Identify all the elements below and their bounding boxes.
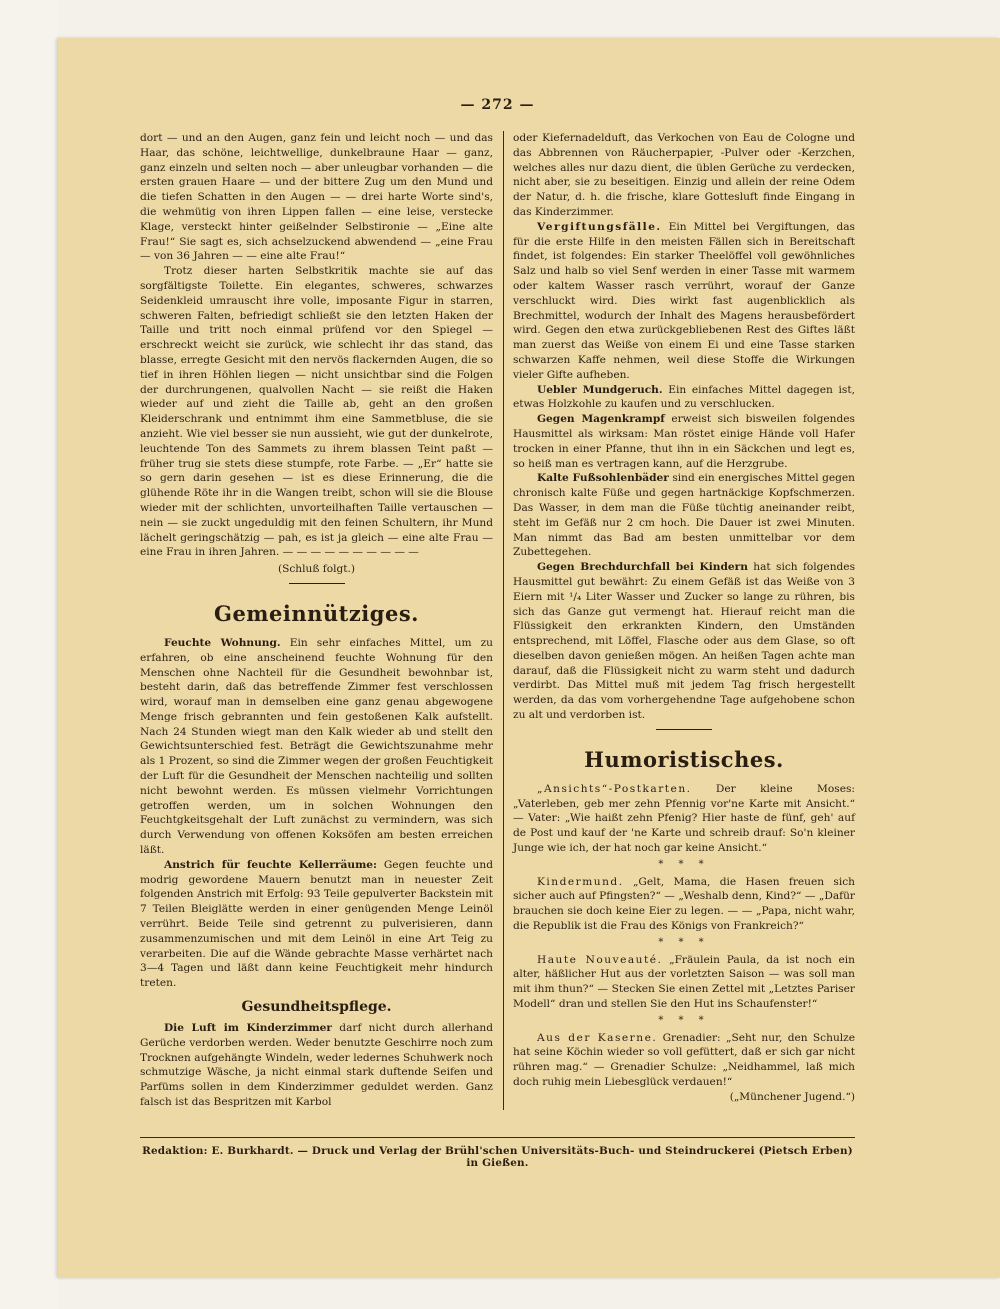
section-title-humor: Humoristisches. [584, 746, 784, 772]
article-heading: Gegen Magenkrampf [537, 413, 665, 426]
article-text: sind ein energisches Mittel gegen chronisch kalte Füße und gegen hartnäckige Kopfschmerzen. Das Wasser, in dem man die Füße tüchtig aneinander reibt, steht im Gefäß nur 2 cm hoch. Die Dauer ist zwei Minuten. Man nimmt das Bad am besten unmittelbar vor dem Zubettegehen. [513, 472, 856, 559]
joke-text: Der kleine Moses: „Vaterleben, geb mer zehn Pfennig vor'ne Karte mit Ansicht.“ — Vater: „Wie haißt zehn Pfenig? Hier haste de fünf, geh' auf de Post und kauf der 'ne Karte und schreib drauf: So'n kleiner Junge wie ich, der hat noch gar keine Ansicht.“ [513, 782, 855, 855]
article-stomach-cramp [513, 412, 855, 471]
article-heading: Kalte Fußsohlenbäder [537, 472, 669, 485]
joke-kindermund [513, 875, 855, 934]
divider [656, 729, 712, 730]
footer-rule [140, 1137, 855, 1138]
to-be-continued: (Schluß folgt.) [277, 563, 356, 576]
article-heading: Uebler Mundgeruch. [537, 383, 663, 396]
article-text: hat sich folgendes Hausmittel gut bewährt: Zu einem Gefäß ist das Weiße von 3 Eiern mit ¹/₄ Liter Wasser und Zucker so lange zu rühren, bis sich das Ganze gut vermengt hat. Hierauf reicht man die Flüssigkeit den erkrankten Kindern, den Umständen entsprechend, mit Löffel, Flasche oder aus dem Glase, so oft dieselben davon genießen mögen. An heißen Tagen achte man darauf, daß die Flüssigkeit nicht zu warm steht und dadurch verdirbt. Das Mittel muß mit jedem Tag frisch hergestellt werden, da das vom vorhergehendne Tage aufgehobene schon zu alt und verdorben ist. [513, 561, 855, 722]
joke-heading: Aus der Kaserne. [537, 1031, 658, 1044]
article-wet-apartment [140, 636, 493, 858]
article-text: erweist sich bisweilen folgendes Hausmittel als wirksam: Man röstet einige Hände voll Hafer trocken in einer Pfanne, thut ihn in ein Säckchen und legt es, so heiß man es vertragen kann, auf die Herzgrube. [513, 413, 855, 470]
separator-stars: * * * [658, 858, 710, 870]
page-number: — 272 — [460, 97, 535, 113]
joke-text: „Fräulein Paula, da ist noch ein alter, häßlicher Hut aus der vorletzten Saison — was soll man mit ihm thun?“ — Stecken Sie einen Zettel mit „Letztes Pariser Modell“ dran und stellen Sie den Hut ins Schaufenster!“ [513, 953, 856, 1011]
article-text: Ein einfaches Mittel dagegen ist, etwas Holzkohle zu kaufen und zu verschlucken. [513, 383, 855, 411]
article-text: Ein sehr einfaches Mittel, um zu erfahren, ob eine anscheinend feuchte Wohnung für den Menschen ohne Nachteil für die Gesundheit bewohnbar ist, besteht darin, daß das betreffende Zimmer fest verschlossen wird, worauf man in demselben eine ganz genau abgewogene Menge frisch gebrannten und fein gestoßenen Kalk aufstellt. Nach 24 Stunden wiegt man den Kalk wieder ab und stellt den Gewichtsunterschied fest. Beträgt die Gewichtszunahme mehr als 1 Prozent, so sind die Zimmer wegen der großen Feuchtigkeit der Luft für die Gesundheit der Menschen nachteilig und sollten nicht bewohnt werden. Es müssen vielmehr Vorrichtungen getroffen werden, um in solchen Wohnungen den Feuchtgkeitsgehalt der Luft zunächst zu vermindern, was sich durch Verwendung von offenen Koksöfen am besten erreichen läßt. [140, 636, 493, 857]
article-text: Gegen feuchte und modrig gewordene Mauern benutzt man in neuester Zeit folgenden Anstrich mit Erfolg: 93 Teile gepulverter Backstein mit 7 Teilen Bleiglätte werden in einer genügenden Menge Leinöl verrührt. Beide Teile sind getrennt zu pulverisieren, dann zusammenzumischen und mit dem Leinöl in eine Art Teig zu verarbeiten. Die auf die Wände gebrachte Masse verhärtet nach 3—4 Tagen und läßt dann keine Feuchtigkeit mehr hindurch treten. [140, 858, 493, 990]
article-text: darf nicht durch allerhand Gerüche verdorben werden. Weder benutzte Geschirre noch zum Trocknen aufgehängte Windeln, weder ledernes Schuhwerk noch schmutzige Wäsche, ja nicht einmal stark duftende Seifen und Parfüms sollen in dem Kinderzimmer geduldet werden. Ganz falsch ist das Bespritzen mit Karbol [140, 1022, 493, 1109]
separator-stars: * * * [658, 936, 710, 948]
joke-postcards [513, 782, 855, 856]
section-title-health: Gesundheitspflege. [241, 999, 392, 1016]
joke-text: Grenadier: „Seht nur, den Schulze hat seine Köchin wieder so voll gefüttert, daß er sich gar nicht rühren mag.“ — Grenadier Schulze: „Neidhammel, laß mich doch ruhig mein Liebesglück verdauen!“ [513, 1031, 855, 1089]
article-heading: Feuchte Wohnung. [164, 636, 281, 649]
story-paragraph-2: Trotz dieser harten Selbstkritik machte sie auf das sorgfältigste Toilette. Ein elegantes, schweres, schwarzes Seidenkleid umrauscht ihre volle, imposante Figur in starren, schweren Falten, befriedigt schließt sie den letzten Haken der Taille und tritt noch einmal prüfend vor den Spiegel — erschreckt weicht sie zurück, wie schlecht ihr das stand, das blasse, erregte Gesicht mit den nervös flackernden Augen, die so tief in ihren Höhlen liegen — nicht unsichtbar sind die Folgen der durchrungenen, qualvollen Nacht — sie reißt die Haken wieder auf und zieht die Taille ab, geht an den großen Kleiderschrank und entnimmt ihm eine Sammetbluse, die sie anzieht. Wie viel besser sie nun aussieht, wie gut der dunkelrote, leuchtende Ton des Sammets zu ihrem blassen Teint paßt — früher trug sie stets diese stumpfe, rote Farbe. — „Er“ hatte sie so gern darin gesehen — ist es diese Erinnerung, die die glühende Röte ihr in die Wangen treibt, schon will sie die Blouse wieder mit der schlichten, unvorteilhaften Taille vertauschen — nein — sie zuckt ungeduldig mit den feinen Schultern, ihr Mund lächelt geringschätzig — pah, es ist ja gleich — eine alte Frau — eine Frau in ihren Jahren. — — — — — — — — — — [140, 265, 493, 559]
article-nursery-air-continued: oder Kiefernadelduft, das Verkochen von Eau de Cologne und das Abbrennen von Räucherpapier, -Pulver oder -Kerzchen, welches alles nur dazu dient, die üblen Gerüche zu verdecken, nicht aber, sie zu beseitigen. Einzig und allein der reine Odem der Natur, d. h. die frische, klare Gottesluft finde Eingang in das Kinderzimmer. [513, 132, 855, 218]
article-heading: Vergiftungsfälle. [537, 220, 662, 233]
right-column [513, 131, 855, 1105]
article-nursery-air [140, 1021, 493, 1110]
separator-stars: * * * [658, 1014, 710, 1026]
article-heading: Die Luft im Kinderzimmer [164, 1022, 332, 1035]
article-child-diarrhea [513, 560, 855, 723]
story-paragraph-1: dort — und an den Augen, ganz fein und leicht noch — und das Haar, das schöne, leichtwellige, dunkelbraune Haar — ganz, ganz einzeln und selten noch — aber unleugbar vorhanden — die ersten grauen Haare — und der bittere Zug um den Mund und die tiefen Schatten in den Augen — — drei harte Worte sind's, die wehmütig von ihren Lippen fallen — eine leise, verstecke Klage, versteckt hinter geißelnder Selbstironie — „Eine alte Frau!“ Sie sagt es, sich achselzuckend abwendend — „eine Frau — von 36 Jahren — — eine alte Frau!“ [140, 132, 493, 263]
article-bad-breath [513, 383, 855, 413]
newspaper-page [140, 95, 855, 1205]
joke-kaserne [513, 1031, 855, 1090]
joke-haute-nouveaute [513, 953, 855, 1012]
joke-heading: Kindermund. [537, 875, 624, 888]
joke-source: („Münchener Jugend.“) [729, 1090, 855, 1103]
article-heading: Anstrich für feuchte Kellerräume: [164, 858, 377, 871]
article-cellar-paint [140, 858, 493, 991]
joke-heading: „Ansichts“-Postkarten. [537, 782, 692, 795]
scan-background [0, 0, 58, 1309]
imprint-footer: Redaktion: E. Burkhardt. — Druck und Verlag der Brühl'schen Universitäts-Buch- und Steindruckerei (Pietsch Erben) in Gießen. [142, 1145, 853, 1169]
left-column [140, 131, 493, 1110]
article-poisoning [513, 220, 855, 383]
article-foot-baths [513, 471, 855, 560]
article-heading: Gegen Brechdurchfall bei Kindern [537, 561, 748, 574]
article-text: Ein Mittel bei Vergiftungen, das für die erste Hilfe in den meisten Fällen sich in Bereitschaft findet, ist folgendes: Ein starker Theelöffel voll gewöhnliches Salz und halb so viel Senf werden in einer Tasse mit warmem oder kaltem Wasser rasch verrührt, worauf der Ganze verschluckt wird. Dies wirkt fast augenblicklich als Brechmittel, wodurch der Inhalt des Magens herausbefördert wird. Gegen den etwa zurückgebliebenen Rest des Giftes läßt man zuerst das Weiße von einem Ei und eine Tasse starken schwarzen Kaffe nehmen, weil diese Stoffe die Wirkungen vieler Gifte aufheben. [513, 220, 855, 381]
joke-text: „Gelt, Mama, die Hasen freuen sich sicher auch auf Pfingsten?“ — „Weshalb denn, Kind?“ — „Dafür brauchen sie doch keine Eier zu legen. — — „Papa, nicht wahr, die Republik ist die Frau des Königs von Frankreich?“ [513, 875, 856, 933]
section-title-gemeinnuetziges: Gemeinnütziges. [214, 600, 419, 626]
joke-heading: Haute Nouveauté. [537, 953, 663, 966]
divider [289, 583, 345, 584]
column-divider [503, 131, 504, 1110]
